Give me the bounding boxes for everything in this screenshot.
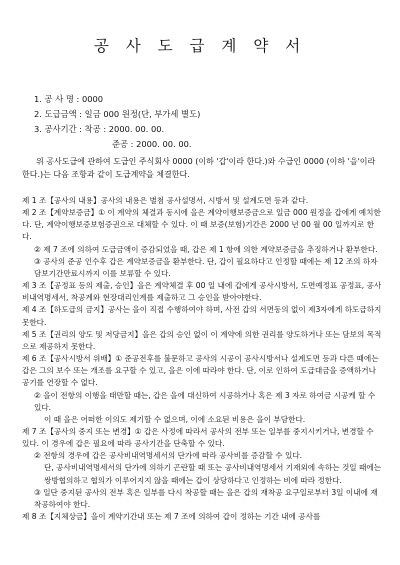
field-period-end: 준공 : 2000. 00. 00. xyxy=(112,139,192,149)
article-paragraph: 제 2 조【계약보증금】① 이 계약의 체결과 동시에 을은 계약이행보증금으로 일금 000 원정을 갑에게 예치한다. 단, 계약이행보증보험증권으로 대체할 수 있다. 이 때 보증(보험)기간은 2000 년 00 월 00 일까지로 한다. xyxy=(22,208,381,242)
article-paragraph: 제 5 조【권리의 양도 및 저당금지】을은 갑의 승인 없이 이 계약에 의한 권리를 양도하거나 또는 담보의 목적으로 제공하지 못한다. xyxy=(22,329,382,351)
article-clause: ③ 일단 중지된 공사의 전부 혹은 일부를 다시 착공할 때는 을은 갑의 재착공 요구일로부터 3일 이내에 재착공하여야 한다. xyxy=(34,487,378,509)
article-clause: ② 을이 전항의 이행을 태만할 때는, 갑은 을에 대신하여 시공하거나 혹은 제 3 자로 하여금 시공케 할 수 있다. xyxy=(34,390,376,412)
article-clause: 단, 공사비내역명세서의 단가에 의하기 곤란할 때 또는 공사비내역명세서 기재외에 속하는 것일 때에는 쌍방협의하고 협의가 이루어지지 않을 때에는 갑이 상당하다고 인정하는 비에 따라 정한다. xyxy=(44,463,382,485)
article-clause: ③ 공사의 준공 인수후 갑은 계약보증금을 환부한다. 단, 갑이 필요하다고 인정할 때에는 제 12 조의 하자담보기간만료시까지 이를 보류할 수 있다. xyxy=(34,256,378,278)
contract-fields xyxy=(34,92,200,152)
field-period-start: 3. 공사기간 : 착공 : 2000. 00. 00. xyxy=(34,124,165,134)
article-clause: ② 제 7 조에 의하여 도급금액이 증감되었을 때, 갑은 제 1 항에 의한 계약보증금을 추징하거나 환부한다. xyxy=(34,244,378,254)
article-paragraph: 제 8 조【지체상금】을이 계약기간내 또는 제 7 조에 의하여 갑이 정하는 기간 내에 공사를 xyxy=(22,512,321,522)
article-paragraph: 제 7 조【공사의 중지 또는 변경】① 갑은 사정에 따라서 공사의 전부 또는 일부를 중지시키거나, 변경할 수 있다. 이 경우에 갑은 필요에 따라 공사기간을 단축할 수 있다. xyxy=(22,426,374,449)
document-title: 공 사 도 급 계 약 서 xyxy=(93,37,307,55)
article-clause: 이 때 을은 어떠한 이의도 제기할 수 없으며, 이에 소요된 비용은 을이 부담한다. xyxy=(44,414,306,424)
intro-paragraph: 위 공사도급에 관하여 도급인 주식회사 0000 (이하 '갑'이라 한다.)와 수급인 0000 (이하 '을'이라 한다.)는 다음 조항과 같이 도급계약을 체결한다. xyxy=(22,157,376,179)
articles-body xyxy=(22,195,382,523)
field-project-name: 1. 공 사 명 : 0000 xyxy=(34,94,104,104)
article-clause: ② 전항의 경우에 갑은 공사비내역명세서의 단가에 따라 공사비를 증감할 수 있다. xyxy=(34,451,303,461)
article-paragraph: 제 3 조【공정표 등의 제출, 승인】을은 계약체결 후 00 일 내에 갑에게 공사시방서, 도면예정표 공정표, 공사비내역명세서, 착공계와 현장대리인계를 제출하고 그 승인을 받아야한다. xyxy=(22,281,382,303)
article-paragraph: 제 1 조【공사의 내용】공사의 내용은 별첨 공사설명서, 시방서 및 설계도면 등과 같다. xyxy=(22,196,309,205)
field-contract-amount: 2. 도급금액 : 일금 000 원정(단, 부가세 별도) xyxy=(34,109,201,119)
article-paragraph: 제 4 조【하도급의 금지】공사는 을이 직접 수행하여야 하며, 사전 갑의 서면동의 없이 제3자에게 하도급하지 못한다. xyxy=(22,305,382,327)
article-paragraph: 제 6 조【공사시방서 위배】① 준공전후를 불문하고 공사의 시공이 공사시방서나 설계도면 등과 다른 때에는 갑은 그의 보수 또는 개조를 요구할 수 있고, 을은 이에 따라야 한다. 단, 이로 인하여 도급대금을 증액하거나 공기를 연장할 수 없다. xyxy=(22,354,379,388)
